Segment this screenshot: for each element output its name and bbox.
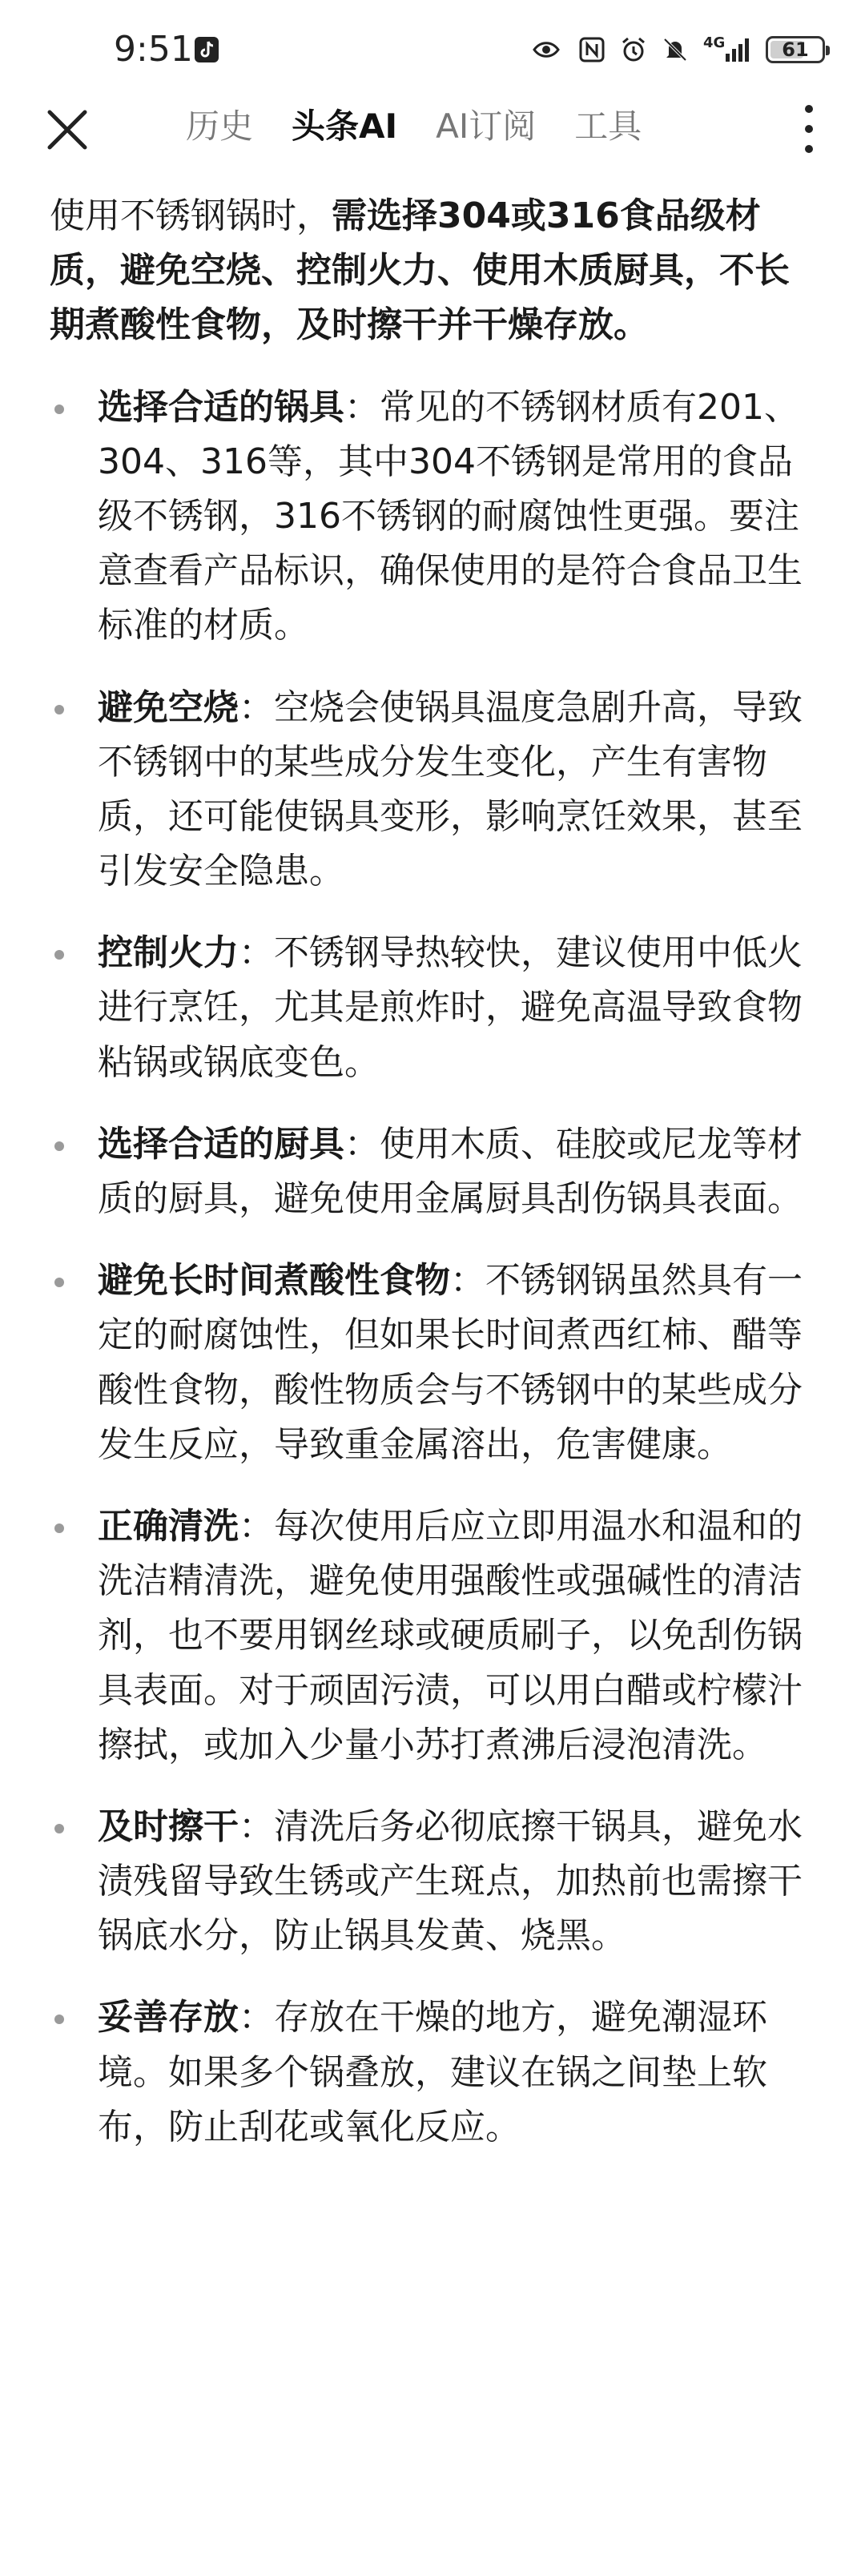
point-title: 及时擦干 xyxy=(98,1805,239,1847)
point-title: 正确清洗 xyxy=(98,1505,239,1547)
mute-icon xyxy=(662,36,689,63)
intro-paragraph xyxy=(50,189,819,353)
network-label: 4G xyxy=(703,34,726,51)
point-text: ：常见的不锈钢材质有201、304、316等，其中304不锈钢是常用的食品级不锈钢，316不锈钢的耐腐蚀性更强。要注意查看产品标识，确保使用的是符合食品卫生标准的材质。 xyxy=(98,386,803,646)
alarm-icon xyxy=(620,36,647,63)
list-item xyxy=(50,681,819,900)
battery-level: 61 xyxy=(782,38,809,61)
eye-icon xyxy=(529,36,564,63)
point-text: ：空烧会使锅具温度急剧升高，导致不锈钢中的某些成分发生变化，产生有害物质，还可能使锅具变形，影响烹饪效果，甚至引发安全隐患。 xyxy=(98,686,803,892)
signal-icon xyxy=(703,36,751,63)
battery-icon xyxy=(766,36,825,63)
tab-history[interactable]: 历史 xyxy=(186,107,254,146)
point-title: 避免长时间煮酸性食物 xyxy=(98,1260,450,1302)
point-title: 选择合适的厨具 xyxy=(98,1123,344,1165)
point-text: ：清洗后务必彻底擦干锅具，避免水渍残留导致生锈或产生斑点，加热前也需擦干锅底水分，防止锅具发黄、烧黑。 xyxy=(98,1805,803,1957)
point-title: 控制火力 xyxy=(98,932,239,974)
list-item xyxy=(50,926,819,1090)
tips-list xyxy=(50,380,819,2155)
tiktok-icon xyxy=(195,37,219,62)
list-item xyxy=(50,1117,819,1226)
status-bar xyxy=(0,0,865,88)
more-menu-icon[interactable] xyxy=(793,99,825,159)
tab-ai-subscription[interactable]: AI订阅 xyxy=(436,107,537,146)
list-item xyxy=(50,1254,819,1472)
point-text: ：使用木质、硅胶或尼龙等材质的厨具，避免使用金属厨具刮伤锅具表面。 xyxy=(98,1123,803,1219)
status-icons xyxy=(529,32,825,67)
list-item xyxy=(50,1800,819,1964)
tab-toutiao-ai[interactable]: 头条AI xyxy=(292,107,398,146)
intro-summary: 需选择304或316食品级材质，避免空烧、控制火力、使用木质厨具，不长期煮酸性食物，及时擦干并干燥存放。 xyxy=(50,195,790,346)
point-title: 选择合适的锅具 xyxy=(98,386,344,428)
point-text: ：不锈钢导热较快，建议使用中低火进行烹饪，尤其是煎炸时，避免高温导致食物粘锅或锅底变色。 xyxy=(98,932,803,1083)
point-text: ：每次使用后应立即用温水和温和的洗洁精清洗，避免使用强酸性或强碱性的清洁剂，也不要用钢丝球或硬质刷子，以免刮伤锅具表面。对于顽固污渍，可以用白醋或柠檬汁擦拭，或加入少量小苏打煮沸后浸泡清洗。 xyxy=(98,1505,803,1765)
point-text: ：存放在干燥的地方，避免潮湿环境。如果多个锅叠放，建议在锅之间垫上软布，防止刮花或氧化反应。 xyxy=(98,1997,767,2147)
tab-tools[interactable]: 工具 xyxy=(574,107,642,146)
list-item xyxy=(50,1990,819,2155)
status-time: 9:51 xyxy=(114,29,193,70)
list-item xyxy=(50,1499,819,1773)
nav-tabs xyxy=(186,103,680,151)
intro-prefix: 使用不锈钢锅时， xyxy=(50,195,332,236)
list-item xyxy=(50,380,819,654)
nfc-icon xyxy=(578,36,606,63)
point-text: ：不锈钢锅虽然具有一定的耐腐蚀性，但如果长时间煮西红柿、醋等酸性食物，酸性物质会与不锈钢中的某些成分发生反应，导致重金属溶出，危害健康。 xyxy=(98,1260,803,1465)
close-icon[interactable] xyxy=(45,107,90,152)
point-title: 避免空烧 xyxy=(98,686,239,728)
article-content xyxy=(50,189,819,2182)
point-title: 妥善存放 xyxy=(98,1997,239,2039)
top-nav xyxy=(0,88,865,168)
